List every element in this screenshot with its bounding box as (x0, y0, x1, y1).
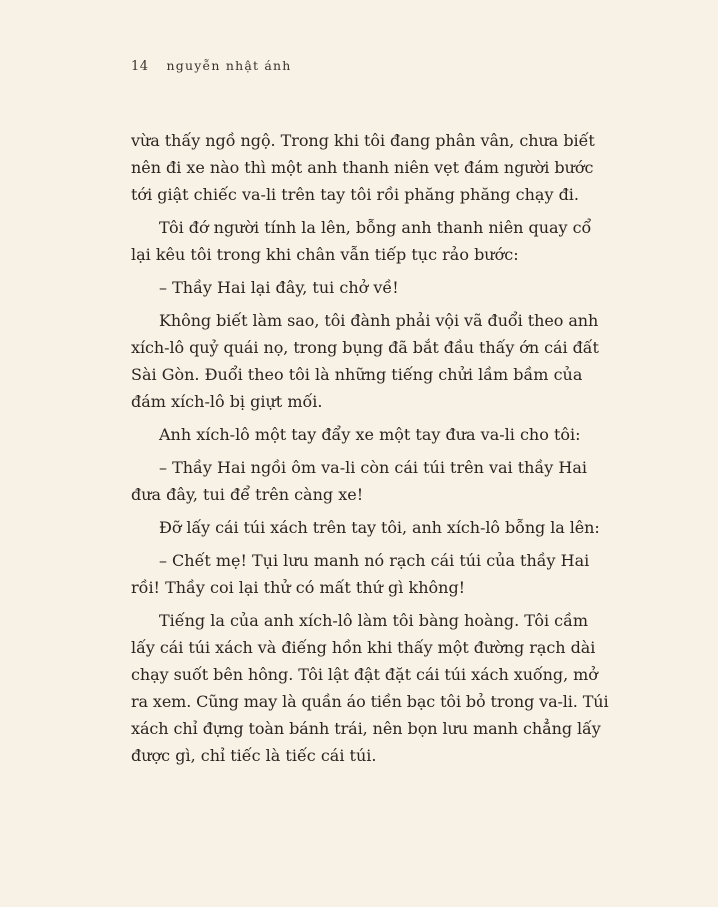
text-line: rồi! Thầy coi lại thử có mất thứ gì không! (131, 578, 466, 597)
paragraph (131, 214, 592, 268)
text-line: ra xem. Cũng may là quần áo tiền bạc tôi bỏ trong va-li. Túi (131, 692, 609, 711)
body-text (131, 127, 609, 775)
text-line: được gì, chỉ tiếc là tiếc cái túi. (131, 746, 377, 765)
text-line: xách chỉ đựng toàn bánh trái, nên bọn lưu manh chẳng lấy (131, 719, 601, 738)
text-line: lấy cái túi xách và điếng hồn khi thấy một đường rạch dài (131, 638, 596, 657)
paragraph (131, 454, 587, 508)
text-line: Đỡ lấy cái túi xách trên tay tôi, anh xích-lô bỗng la lên: (159, 518, 600, 537)
text-line: – Thầy Hai ngồi ôm va-li còn cái túi trên vai thầy Hai (159, 458, 588, 477)
paragraph (131, 307, 599, 415)
text-line: lại kêu tôi trong khi chân vẫn tiếp tục rảo bước: (131, 245, 519, 264)
text-line: chạy suốt bên hông. Tôi lật đật đặt cái túi xách xuống, mở (131, 665, 598, 684)
paragraph (131, 514, 600, 541)
paragraph (131, 607, 609, 769)
author-name: nguyễn nhật ánh (166, 58, 292, 73)
text-line: tới giật chiếc va-li trên tay tôi rồi phăng phăng chạy đi. (131, 185, 580, 204)
paragraph (131, 421, 587, 448)
text-line: Sài Gòn. Đuổi theo tôi là những tiếng chửi lầm bầm của (131, 365, 583, 384)
text-line: – Chết mẹ! Tụi lưu manh nó rạch cái túi của thầy Hai (159, 551, 590, 570)
text-line: Không biết làm sao, tôi đành phải vội vã đuổi theo anh (159, 311, 599, 330)
paragraph (131, 274, 587, 301)
text-line: đưa đây, tui để trên càng xe! (131, 485, 364, 504)
text-line: vừa thấy ngồ ngộ. Trong khi tôi đang phân vân, chưa biết (131, 131, 595, 150)
text-line: – Thầy Hai lại đây, tui chở về! (159, 278, 399, 297)
text-line: Anh xích-lô một tay đẩy xe một tay đưa va-li cho tôi: (159, 425, 581, 444)
text-line: Tôi đớ người tính la lên, bỗng anh thanh niên quay cổ (159, 218, 592, 237)
text-line: đám xích-lô bị giựt mối. (131, 392, 323, 411)
running-header (131, 58, 292, 74)
text-line: Tiếng la của anh xích-lô làm tôi bàng hoàng. Tôi cầm (159, 611, 589, 630)
text-line: xích-lô quỷ quái nọ, trong bụng đã bắt đầu thấy ớn cái đất (131, 338, 599, 357)
page-number: 14 (131, 59, 149, 74)
paragraph (131, 547, 590, 601)
paragraph (131, 127, 595, 208)
text-line: nên đi xe nào thì một anh thanh niên vẹt đám người bước (131, 158, 594, 177)
